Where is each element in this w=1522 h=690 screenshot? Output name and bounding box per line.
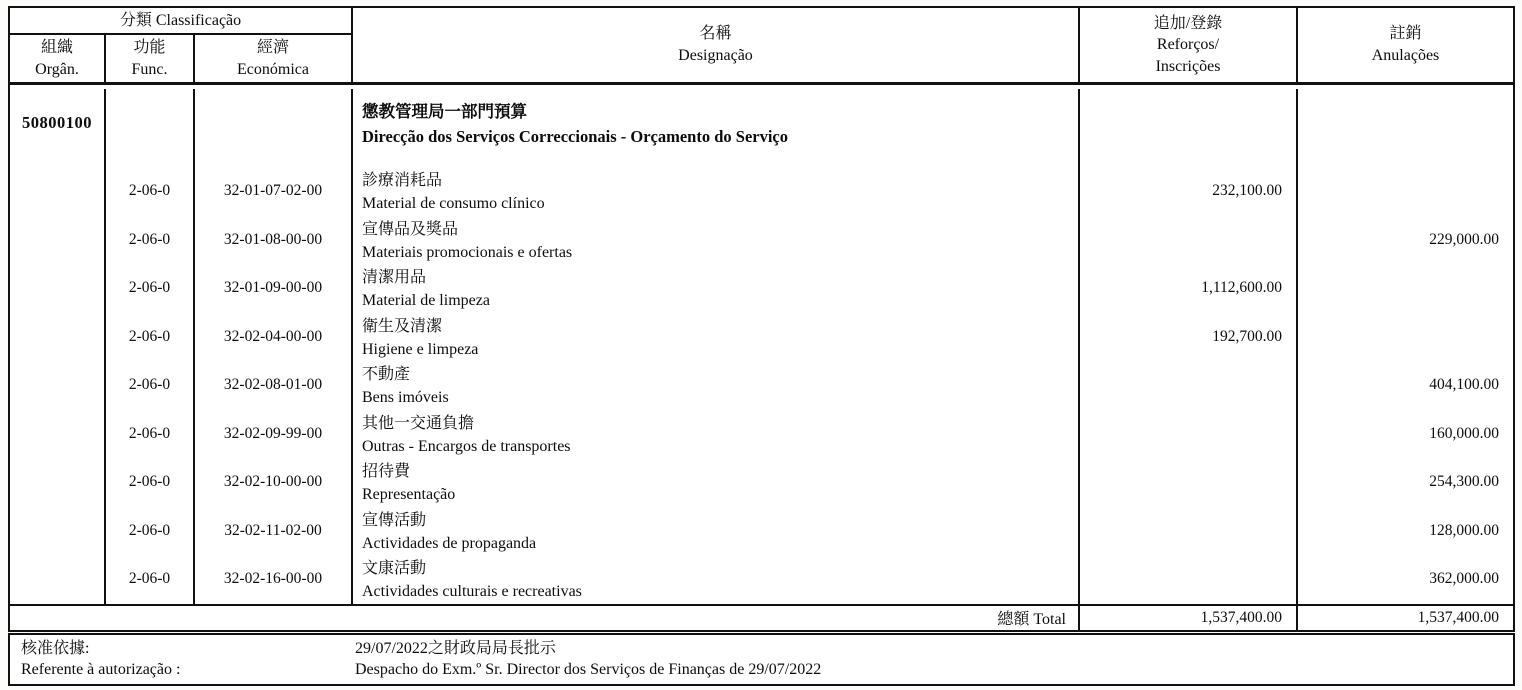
row-designation-pt: Bens imóveis xyxy=(362,389,449,406)
row-designation-pt: Actividades de propaganda xyxy=(362,534,537,552)
table-row xyxy=(10,410,1513,459)
row-functional-code: 2-06-0 xyxy=(106,458,195,507)
row-organic-cell xyxy=(10,264,106,313)
economic-column-header xyxy=(195,35,353,82)
economic-label-zh: 經濟 xyxy=(256,38,289,56)
row-designation-zh: 宣傳品及獎品 xyxy=(362,220,459,238)
department-economic-cell xyxy=(195,89,353,167)
designation-label-zh: 名稱 xyxy=(699,25,732,43)
row-functional-code: 2-06-0 xyxy=(106,216,195,265)
row-cancellations-amount xyxy=(1298,167,1513,216)
row-designation-zh: 文康活動 xyxy=(362,560,427,577)
row-designation-pt: Materiais promocionais e ofertas xyxy=(362,243,573,261)
row-functional-code: 2-06-0 xyxy=(106,507,195,556)
row-designation-zh: 其他一交通負擔 xyxy=(362,414,475,432)
row-reinforcements-amount xyxy=(1080,361,1298,410)
row-organic-cell xyxy=(10,216,106,265)
row-designation-cell xyxy=(353,555,1080,604)
total-row xyxy=(10,604,1513,630)
row-designation-pt: Material de limpeza xyxy=(362,292,490,309)
row-cancellations-amount xyxy=(1298,313,1513,362)
cancellations-label-pt: Anulações xyxy=(1371,47,1440,64)
row-economic-code: 32-02-10-00-00 xyxy=(195,458,353,507)
authorization-box xyxy=(8,633,1515,686)
classification-group-label: 分類 Classificação xyxy=(119,11,242,29)
row-designation-zh: 宣傳活動 xyxy=(362,511,427,529)
table-row xyxy=(10,264,1513,313)
row-reinforcements-amount xyxy=(1080,410,1298,459)
row-designation-zh: 診療消耗品 xyxy=(362,172,443,189)
classification-group-header xyxy=(10,8,353,35)
row-economic-code: 32-02-16-00-00 xyxy=(195,555,353,604)
department-reinforcements-cell xyxy=(1080,89,1298,167)
row-functional-code: 2-06-0 xyxy=(106,361,195,410)
row-organic-cell xyxy=(10,410,106,459)
row-functional-code: 2-06-0 xyxy=(106,264,195,313)
row-designation-zh: 招待費 xyxy=(362,463,411,480)
row-economic-code: 32-02-09-99-00 xyxy=(195,410,353,459)
row-designation-cell xyxy=(353,167,1080,216)
organic-label-zh: 組織 xyxy=(40,38,73,56)
functional-column-header xyxy=(106,35,195,82)
row-reinforcements-amount xyxy=(1080,507,1298,556)
row-economic-code: 32-01-07-02-00 xyxy=(195,167,353,216)
row-reinforcements-amount: 232,100.00 xyxy=(1080,167,1298,216)
row-designation-cell xyxy=(353,264,1080,313)
row-cancellations-amount: 160,000.00 xyxy=(1429,424,1499,442)
authorization-line-zh xyxy=(10,638,1513,659)
authorization-line-pt xyxy=(10,659,1513,680)
row-economic-code: 32-01-09-00-00 xyxy=(195,264,353,313)
department-title-zh: 懲教管理局一部門預算 xyxy=(362,102,527,121)
total-cancellations-amount: 1,537,400.00 xyxy=(1417,608,1499,626)
row-organic-cell xyxy=(10,167,106,216)
row-functional-code: 2-06-0 xyxy=(106,555,195,604)
table-row xyxy=(10,216,1513,265)
table-header xyxy=(10,8,1513,85)
row-designation-cell xyxy=(353,216,1080,265)
organic-label-pt: Orgân. xyxy=(35,60,79,78)
reinforcements-label-pt1: Reforços/ xyxy=(1156,36,1220,54)
row-economic-code: 32-02-11-02-00 xyxy=(195,507,353,556)
reinforcements-label-zh: 追加/登錄 xyxy=(1153,14,1223,32)
authorization-value-zh: 29/07/2022之財政局局長批示 xyxy=(355,639,556,657)
row-cancellations-amount: 229,000.00 xyxy=(1429,230,1499,248)
economic-label-pt: Económica xyxy=(237,60,309,78)
row-organic-cell xyxy=(10,507,106,556)
row-reinforcements-amount: 192,700.00 xyxy=(1080,313,1298,362)
row-economic-code: 32-02-04-00-00 xyxy=(195,313,353,362)
reinforcements-column-header xyxy=(1080,8,1298,82)
department-row xyxy=(10,89,1513,167)
row-cancellations-amount: 254,300.00 xyxy=(1429,473,1499,491)
department-title-pt: Direcção dos Serviços Correccionais - Orçamento do Serviço xyxy=(362,127,788,146)
table-row xyxy=(10,555,1513,604)
functional-label-pt: Func. xyxy=(131,60,168,78)
budget-amendment-sheet xyxy=(8,6,1515,686)
row-designation-zh: 衛生及清潔 xyxy=(362,317,443,335)
table-row xyxy=(10,458,1513,507)
row-economic-code: 32-01-08-00-00 xyxy=(195,216,353,265)
row-designation-cell xyxy=(353,361,1080,410)
department-title-cell xyxy=(353,89,1080,167)
row-designation-pt: Actividades culturais e recreativas xyxy=(362,583,582,600)
row-designation-cell xyxy=(353,410,1080,459)
table-row xyxy=(10,313,1513,362)
department-functional-cell xyxy=(106,89,195,167)
row-cancellations-amount xyxy=(1298,264,1513,313)
row-cancellations-amount: 128,000.00 xyxy=(1429,521,1499,539)
row-designation-zh: 清潔用品 xyxy=(362,269,427,286)
row-reinforcements-amount xyxy=(1080,555,1298,604)
functional-label-zh: 功能 xyxy=(133,38,166,56)
row-functional-code: 2-06-0 xyxy=(106,410,195,459)
table-row xyxy=(10,507,1513,556)
cancellations-column-header xyxy=(1298,8,1513,82)
row-organic-cell xyxy=(10,555,106,604)
row-economic-code: 32-02-08-01-00 xyxy=(195,361,353,410)
row-designation-cell xyxy=(353,507,1080,556)
table-body xyxy=(10,85,1513,604)
row-functional-code: 2-06-0 xyxy=(106,313,195,362)
row-cancellations-amount: 404,100.00 xyxy=(1429,376,1499,394)
row-designation-zh: 不動產 xyxy=(362,366,411,383)
authorization-label-zh: 核准依據: xyxy=(21,639,90,657)
row-designation-pt: Material de consumo clínico xyxy=(362,195,545,212)
designation-label-pt: Designação xyxy=(678,47,753,64)
organic-column-header xyxy=(10,35,106,82)
row-designation-pt: Representação xyxy=(362,486,456,503)
row-organic-cell xyxy=(10,361,106,410)
row-functional-code: 2-06-0 xyxy=(106,167,195,216)
designation-column-header xyxy=(353,8,1080,82)
reinforcements-label-pt2: Inscrições xyxy=(1155,57,1221,75)
row-organic-cell xyxy=(10,458,106,507)
authorization-label-pt: Referente à autorização : xyxy=(21,660,181,678)
row-reinforcements-amount xyxy=(1080,458,1298,507)
row-reinforcements-amount: 1,112,600.00 xyxy=(1080,264,1298,313)
table-row xyxy=(10,361,1513,410)
department-organic-code: 50800100 xyxy=(10,89,106,167)
row-designation-pt: Outras - Encargos de transportes xyxy=(362,437,571,455)
row-organic-cell xyxy=(10,313,106,362)
row-designation-pt: Higiene e limpeza xyxy=(362,340,479,358)
budget-table xyxy=(8,6,1515,632)
department-cancellations-cell xyxy=(1298,89,1513,167)
cancellations-label-zh: 註銷 xyxy=(1389,25,1422,43)
total-label: 總額 Total xyxy=(10,606,1080,630)
row-reinforcements-amount xyxy=(1080,216,1298,265)
row-cancellations-amount: 362,000.00 xyxy=(1429,570,1499,588)
row-designation-cell xyxy=(353,458,1080,507)
row-designation-cell xyxy=(353,313,1080,362)
total-reinforcements-amount: 1,537,400.00 xyxy=(1080,606,1298,630)
item-rows xyxy=(10,167,1513,604)
authorization-value-pt: Despacho do Exm.º Sr. Director dos Serviços de Finanças de 29/07/2022 xyxy=(355,660,822,678)
table-row xyxy=(10,167,1513,216)
